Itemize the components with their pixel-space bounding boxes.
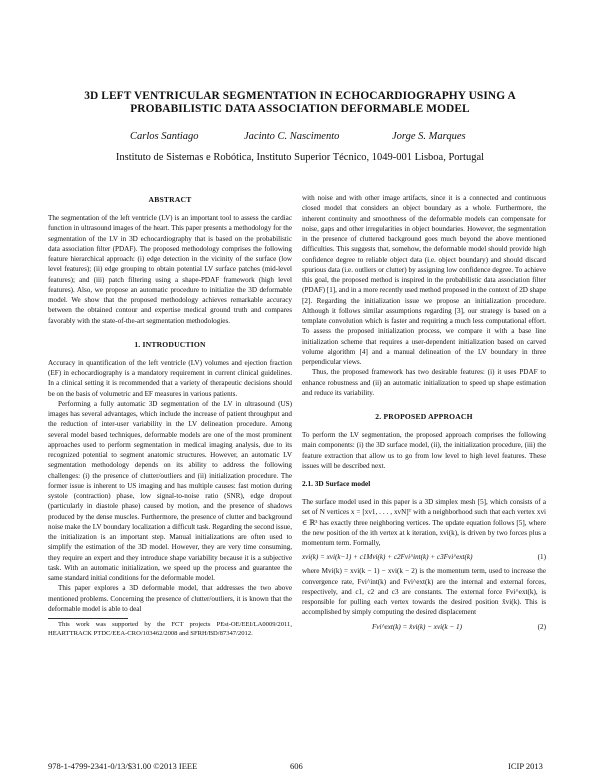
left-column: [48, 195, 292, 638]
introduction-heading: 1. INTRODUCTION: [134, 339, 206, 349]
equation-explanation: where Mvi(k) = xvi(k − 1) − xvi(k − 2) is the momentum term, used to increase the convergence rate, Fvi^int(k) and Fvi^ext(k) are the internal and external forces, respectively, and c1, c2 and c3 are constants. The external force Fvi^ext(k), is responsible for pulling each vertex towards the desired position x̂vi(k). This is accomplished by simply computing the desired displacement: [302, 567, 546, 617]
footer-copyright: 978-1-4799-2341-0/13/$31.00 ©2013 IEEE: [48, 761, 198, 771]
equation-2-number: (2): [537, 622, 546, 631]
footnote-rule: [48, 618, 128, 619]
surface-model-heading: 2.1. 3D Surface model: [302, 479, 371, 488]
paper-title: [40, 90, 560, 116]
equation-1-number: (1): [537, 553, 546, 562]
footnote: This work was supported by the FCT projects PEst-OE/EEI/LA0009/2011, HEARTTRACK PTDC/EEA-CRO/103462/2008 and SFRH/BD/87347/2012.: [48, 621, 292, 637]
proposed-approach-heading: 2. PROPOSED APPROACH: [375, 412, 473, 421]
approach-paragraph: To perform the LV segmentation, the proposed approach comprises the following main components: (i) the 3D surface model, (ii), the initialization procedure, (iii) the feature extraction that allow us to go from low level to high level features. These issues will be described next.: [302, 431, 546, 470]
abstract-text: The segmentation of the left ventricle (LV) is an important tool to assess the cardiac function in ultrasound images of the heart. This paper presents a methodology for the segmentation of the LV in 3D echocardiography that is based on the probabilistic data association filter (PDAF). The proposed methodology comprises the following feature hierarchical approach: (i) edge detection in the vicinity of the surface (low level features); (ii) edge grouping to obtain potential LV surface patches (mid-level features); and (iii) patch filtering using a shape-PDAF framework (high level features). Also, we propose an automatic procedure to initialize the 3D deformable model. We show that the proposed methodology achieves remarkable accuracy between the obtained contour and expertise medical ground truth and compares favorably with the state-of-the-art segmentation methodologies.: [48, 214, 292, 325]
footer-venue: ICIP 2013: [508, 761, 543, 771]
intro-paragraph-1: Accuracy in quantification of the left ventricle (LV) volumes and ejection fraction (EF) in echocardiography is a mandatory requirement in current clinical guidelines. In a clinical setting it is recommended that a variety of therapeutic decisions should be on the basis of volumetric and EF measures in various patients.: [48, 358, 292, 398]
equation-1: [302, 550, 546, 564]
right-paragraph-2: Thus, the proposed framework has two desirable features: (i) it uses PDAF to enhance robustness and (ii) an automatic initialization to speed up shape estimation and reduce its variability.: [302, 368, 546, 397]
author-3: Jorge S. Marques: [392, 131, 466, 142]
equation-2: [302, 620, 546, 634]
intro-paragraph-3: This paper explores a 3D deformable model, that addresses the two above mentioned problems. Concerning the presence of clutter/outliers, it is known that the deformable model is able to deal: [48, 584, 292, 613]
affiliation: Instituto de Sistemas e Robótica, Instituto Superior Técnico, 1049-001 Lisboa, Portugal: [115, 152, 485, 163]
equation-2-body: Fvi^ext(k) = x̂vi(k) − xvi(k − 1): [372, 622, 463, 631]
author-2: Jacinto C. Nascimento: [244, 131, 340, 142]
title-line-2: PROBABILISTIC DATA ASSOCIATION DEFORMABLE MODEL: [130, 103, 470, 115]
title-line-1: 3D LEFT VENTRICULAR SEGMENTATION IN ECHOCARDIOGRAPHY USING A: [84, 90, 516, 102]
intro-paragraph-2: Performing a fully automatic 3D segmentation of the LV in ultrasound (US) images has several advantages, which include the increase of patient throughput and the reduction of inter-user variability in the LV delineation procedure. Among several model based techniques, deformable models are one of the most prominent approaches used to perform segmentation in medical imaging analysis, due to its recognized potential to segment anatomic structures. However, an automatic LV segmentation methodology depends on its ability to address the following challenges: (i) the presence of clutter/outliers and (ii) initialization procedure. The former issue is inherent to US imaging and has multiple causes: fast motion during systole (contraction) phase, low signal-to-noise ratio (SNR), edge dropout (particularly in diastole phase) caused by motion, and the presence of shadows produced by the dense muscles. Furthermore, the presence of clutter and background noise make the LV boundary localization a difficult task. Regarding the second issue, the initialization is an important step. Manual initializations are often used to simplify the estimation of the 3D model. However, they are very time consuming, they require an expert and they introduce shape variability because it is a subjective task. With an automatic initialization, we speed up the process and guarantee the same standard initial conditions for the deformable model.: [48, 399, 292, 582]
right-paragraph-1: with noise and with other image artifacts, since it is a connected and continuous closed model that considers an object boundary as a whole. Furthermore, the inherent continuity and smoothness of the deformable models can compensate for noise, gaps and other irregularities in object boundaries. However, the segmentation in the presence of cluttered background goes much beyond the above mentioned difficulties. This suggests that, somehow, the deformable model should provide high confidence degree to reliable object data (i.e. object boundary) and should discard spurious data (i.e. outliers or clutter) by assigning low confidence degree. To achieve this goal, the proposed method is inspired in the probabilistic data association filter (PDAF) [1], and in a more recently used method proposed in the context of 2D shape [2]. Regarding the initialization issue we propose an initialization procedure. Although it follows similar assumptions regarding [3], our strategy is based on a template convolution which is faster and requiring a much less computational effort. To assess the proposed initialization process, we compare it with a base line initialization scheme that requires a user-dependent initialization based on carved volume algorithm [4] and a manual delineation of the LV boundary in three perpendicular views.: [302, 194, 546, 366]
authors: [40, 131, 560, 145]
equation-1-body: xvi(k) = xvi(k−1) + c1Mvi(k) + c2Fvi^int(k) + c3Fvi^ext(k): [302, 553, 473, 562]
surface-model-paragraph: The surface model used in this paper is a 3D simplex mesh [5], which consists of a set of N vertices x = [xv1, . . . , xvN]ᵀ with a neighborhood such that each vertex xvi ∈ ℝ³ has exactly three neighboring vertices. The update equation follows [5], where the new position of the ith vertex at k iteration, xvi(k), is driven by two forces plus a momentum term. Formally,: [302, 498, 546, 547]
author-1: Carlos Santiago: [130, 131, 199, 142]
right-column: [302, 193, 546, 636]
footer-page-number: 606: [290, 761, 303, 771]
abstract-heading: ABSTRACT: [148, 195, 192, 204]
